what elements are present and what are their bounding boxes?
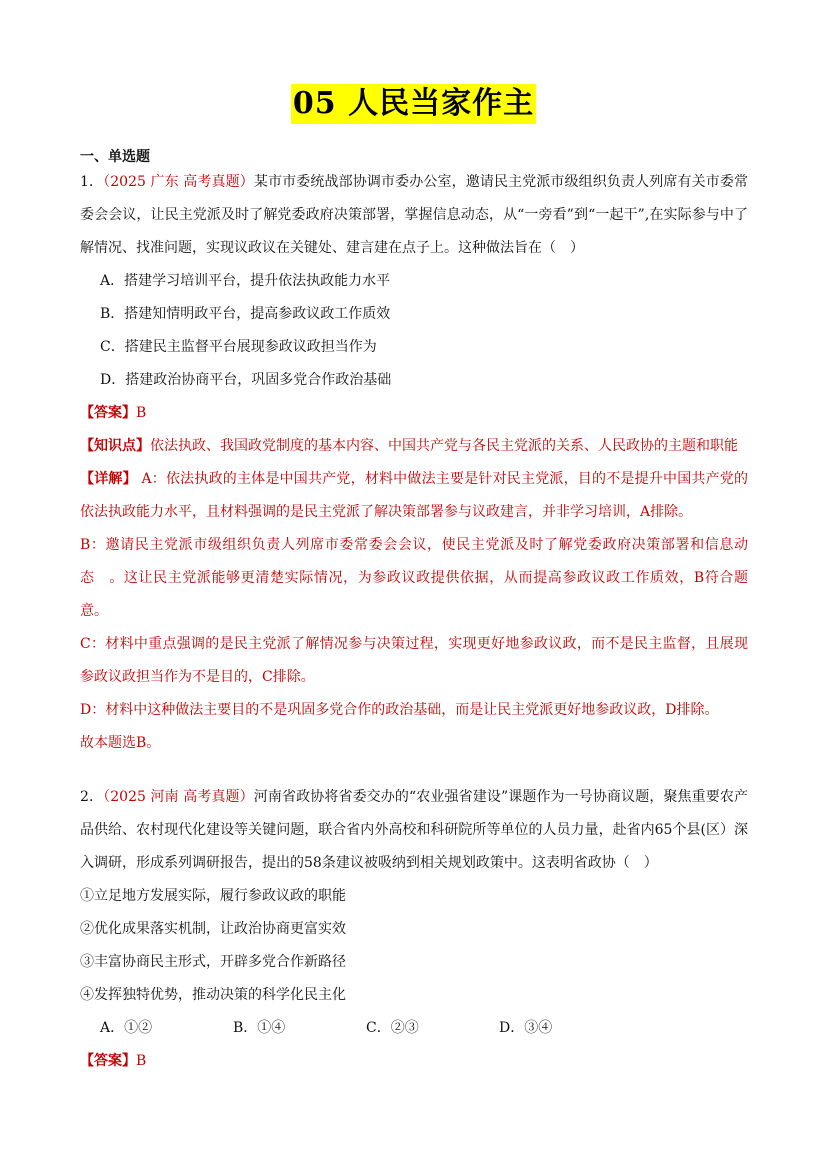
question-1-detail-d: D：材料中这种做法主要目的不是巩固多党合作的政治基础，而是让民主党派更好地参政议政，D排除。 <box>80 702 719 718</box>
answer-value: B <box>136 405 147 421</box>
question-2-statement-2: ②优化成果落实机制，让政治协商更富实效 <box>80 921 346 937</box>
question-1-knowledge <box>80 430 748 463</box>
answer-label: 【答案】 <box>80 405 136 421</box>
question-1-stem <box>80 166 748 265</box>
question-2-choice-a: A．①② <box>100 1020 153 1036</box>
question-2 <box>80 781 748 1078</box>
question-2-text: 河南省政协将省委交办的“农业强省建设”课题作为一号协商议题，聚焦重要农产品供给、农村现代化建设等关键问题，联合省内外高校和科研院所等单位的人员力量，赴省内65个县(区）深入调研，形成系列调研报告，提出的58条建议被吸纳到相关规划政策中。这表明省政协（ ） <box>80 789 749 871</box>
question-1-detail-a <box>80 463 748 529</box>
detail-label: 【详解】 <box>80 471 137 487</box>
question-1 <box>80 166 748 760</box>
knowledge-text: 依法执政、我国政党制度的基本内容、中国共产党与各民主党派的关系、人民政协的主题和职能 <box>150 438 738 454</box>
question-1-text: 某市市委统战部协调市委办公室，邀请民主党派市级组织负责人列席有关市委常委会会议，让民主党派及时了解党委政府决策部署，掌握信息动态，从“一旁看”到“一起干”,在实际参与中了解情况、找准问题，实现议政议在关键处、建言建在点子上。这种做法旨在（ ） <box>80 174 749 256</box>
knowledge-label: 【知识点】 <box>80 438 150 454</box>
question-2-number: 2． <box>80 789 104 805</box>
question-1-detail-b: B：邀请民主党派市级组织负责人列席市委常委会会议，使民主党派及时了解党委政府决策部署和信息动态 。这让民主党派能够更清楚实际情况，为参政议政提供依据，从而提高参政议政工作质效，B符合题意。 <box>80 537 748 619</box>
question-2-choices <box>80 1012 748 1045</box>
detail-a-text: A：依法执政的主体是中国共产党，材料中做法主要是针对民主党派，目的不是提升中国共产党的依法执政能力水平，且材料强调的是民主党派了解决策部署参与议政建言，并非学习培训，A排除。 <box>80 471 749 520</box>
question-1-number: 1． <box>80 174 104 190</box>
question-2-statement-1: ①立足地方发展实际，履行参政议政的职能 <box>80 888 346 904</box>
title-container <box>0 84 827 124</box>
question-2-source: （2025 河南 高考真题） <box>103 789 254 805</box>
section-heading: 一、单选题 <box>80 149 150 165</box>
question-1-conclusion: 故本题选B。 <box>80 735 161 751</box>
answer-label: 【答案】 <box>80 1053 136 1069</box>
answer-value: B <box>136 1053 147 1069</box>
question-2-stem <box>80 781 748 880</box>
question-1-option-d: D．搭建政治协商平台，巩固多党合作政治基础 <box>100 372 392 388</box>
question-1-option-a: A．搭建学习培训平台，提升依法执政能力水平 <box>100 273 391 289</box>
question-2-choice-c: C．②③ <box>366 1020 419 1036</box>
question-1-option-b: B．搭建知情明政平台，提高参政议政工作质效 <box>100 306 391 322</box>
question-2-answer <box>80 1045 748 1078</box>
page-title: 05 人民当家作主 <box>291 84 536 124</box>
question-2-choice-d: D．③④ <box>499 1020 553 1036</box>
question-1-source: （2025 广东 高考真题） <box>103 174 254 190</box>
question-1-detail-c: C：材料中重点强调的是民主党派了解情况参与决策过程，实现更好地参政议政，而不是民主监督，且展现参政议政担当作为不是目的，C排除。 <box>80 636 748 685</box>
question-2-statement-4: ④发挥独特优势，推动决策的科学化民主化 <box>80 987 346 1003</box>
question-1-option-c: C．搭建民主监督平台展现参政议政担当作为 <box>100 339 377 355</box>
question-1-answer <box>80 397 748 430</box>
question-2-statement-3: ③丰富协商民主形式，开辟多党合作新路径 <box>80 954 346 970</box>
question-2-choice-b: B．①④ <box>233 1020 286 1036</box>
